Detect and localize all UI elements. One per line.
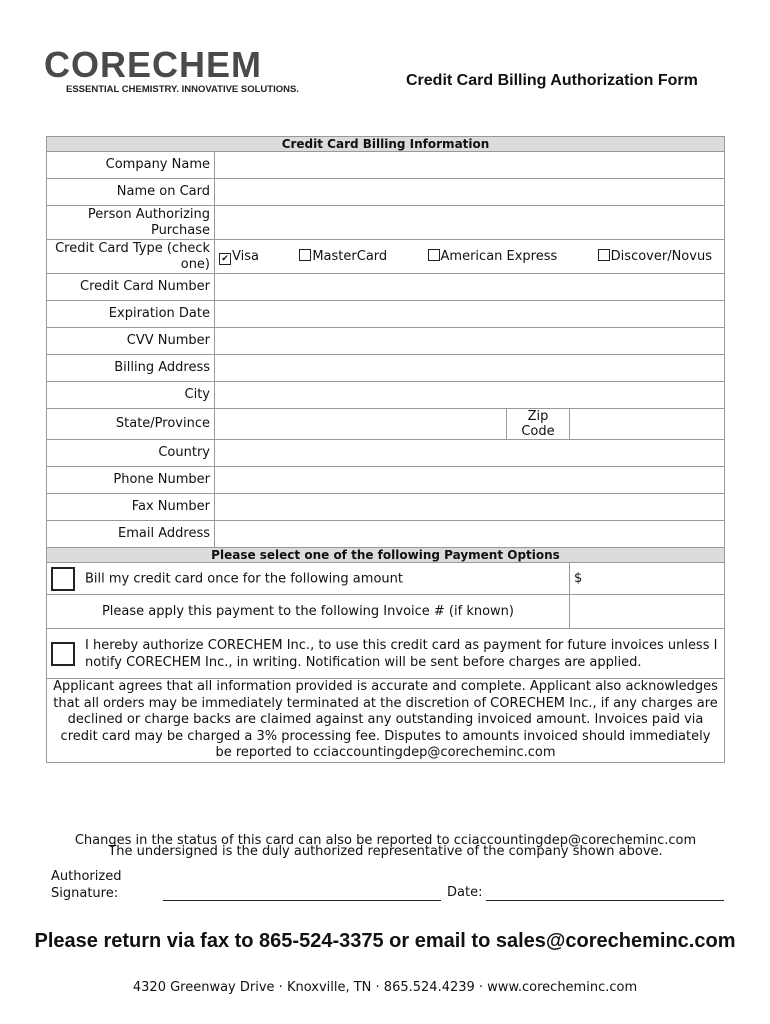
card-type-label: Credit Card Type (check one) bbox=[47, 240, 215, 274]
payment-option-future bbox=[47, 629, 725, 679]
checkbox-checked-icon[interactable]: ✔ bbox=[219, 253, 231, 265]
invoice-note: Please apply this payment to the following Invoice # (if known) bbox=[47, 595, 570, 629]
agreement-text: Applicant agrees that all information provided is accurate and complete. Applicant also acknowledges that all orders may be immediately terminated at the discretion of CORECHEM Inc., if any charges are declined or charge backs are claimed against any outstanding invoiced amount. Invoices paid via credit card may be charged a 3% processing fee. Disputes to amounts invoiced should immediately be reported to cciaccountingdep@corecheminc.com bbox=[47, 679, 725, 763]
checkbox-icon[interactable] bbox=[428, 249, 440, 261]
fax-label: Fax Number bbox=[47, 494, 215, 521]
billing-address-label: Billing Address bbox=[47, 355, 215, 382]
payment-option-once bbox=[47, 563, 570, 595]
footer-contact: 4320 Greenway Drive · Knoxville, TN · 865.524.4239 · www.corecheminc.com bbox=[132, 980, 638, 995]
option-once-label: Bill my credit card once for the following amount bbox=[85, 571, 403, 586]
expiration-label: Expiration Date bbox=[47, 301, 215, 328]
logo-wordmark: CORECHEM bbox=[44, 44, 263, 85]
payment-section-heading: Please select one of the following Payment Options bbox=[47, 548, 725, 563]
billing-address-field[interactable] bbox=[215, 355, 725, 382]
checkbox-icon[interactable] bbox=[299, 249, 311, 261]
email-label: Email Address bbox=[47, 521, 215, 548]
name-on-card-field[interactable] bbox=[215, 179, 725, 206]
card-number-field[interactable] bbox=[215, 274, 725, 301]
city-field[interactable] bbox=[215, 382, 725, 409]
country-label: Country bbox=[47, 440, 215, 467]
invoice-number-field[interactable] bbox=[569, 595, 724, 629]
changes-note: Changes in the status of this card can also be reported to cciaccountingdep@corecheminc.com bbox=[74, 833, 697, 848]
card-option-discover[interactable]: Discover/Novus bbox=[598, 249, 712, 264]
name-on-card-label: Name on Card bbox=[47, 179, 215, 206]
option-future-label: I hereby authorize CORECHEM Inc., to use this credit card as payment for future invoices unless I notify CORECHEM Inc., in writing. Notification will be sent before charges are applied. bbox=[85, 637, 718, 670]
zip-label: Zip Code bbox=[506, 409, 569, 440]
phone-label: Phone Number bbox=[47, 467, 215, 494]
card-option-amex[interactable]: American Express bbox=[428, 249, 558, 264]
state-field[interactable] bbox=[215, 409, 507, 440]
checkbox-icon[interactable] bbox=[51, 567, 75, 591]
cvv-field[interactable] bbox=[215, 328, 725, 355]
signature-label: Authorized Signature: bbox=[51, 869, 122, 901]
form-title: Credit Card Billing Authorization Form bbox=[406, 72, 698, 89]
checkbox-icon[interactable] bbox=[51, 642, 75, 666]
email-field[interactable] bbox=[215, 521, 725, 548]
checkbox-icon[interactable] bbox=[598, 249, 610, 261]
person-authorizing-label: Person Authorizing Purchase bbox=[47, 206, 215, 240]
country-field[interactable] bbox=[215, 440, 725, 467]
billing-section-heading: Credit Card Billing Information bbox=[47, 137, 725, 152]
logo-tagline: ESSENTIAL CHEMISTRY. INNOVATIVE SOLUTIONS. bbox=[66, 84, 299, 95]
expiration-field[interactable] bbox=[215, 301, 725, 328]
card-type-options bbox=[215, 240, 725, 274]
city-label: City bbox=[47, 382, 215, 409]
date-label: Date: bbox=[447, 885, 483, 900]
card-option-mastercard[interactable]: MasterCard bbox=[299, 249, 387, 264]
undersigned-note: The undersigned is the duly authorized representative of the company shown above. bbox=[108, 844, 663, 859]
amount-field[interactable]: $ bbox=[569, 563, 724, 595]
cvv-label: CVV Number bbox=[47, 328, 215, 355]
return-instructions: Please return via fax to 865-524-3375 or email to sales@corecheminc.com bbox=[34, 930, 736, 952]
company-name-field[interactable] bbox=[215, 152, 725, 179]
signature-line[interactable] bbox=[163, 900, 441, 901]
billing-form-table bbox=[46, 136, 725, 763]
company-name-label: Company Name bbox=[47, 152, 215, 179]
zip-field[interactable] bbox=[569, 409, 724, 440]
phone-field[interactable] bbox=[215, 467, 725, 494]
card-number-label: Credit Card Number bbox=[47, 274, 215, 301]
person-authorizing-field[interactable] bbox=[215, 206, 725, 240]
fax-field[interactable] bbox=[215, 494, 725, 521]
date-line[interactable] bbox=[486, 900, 724, 901]
card-option-visa[interactable]: ✔ Visa bbox=[219, 249, 259, 265]
state-label: State/Province bbox=[47, 409, 215, 440]
corechem-logo bbox=[44, 46, 329, 96]
